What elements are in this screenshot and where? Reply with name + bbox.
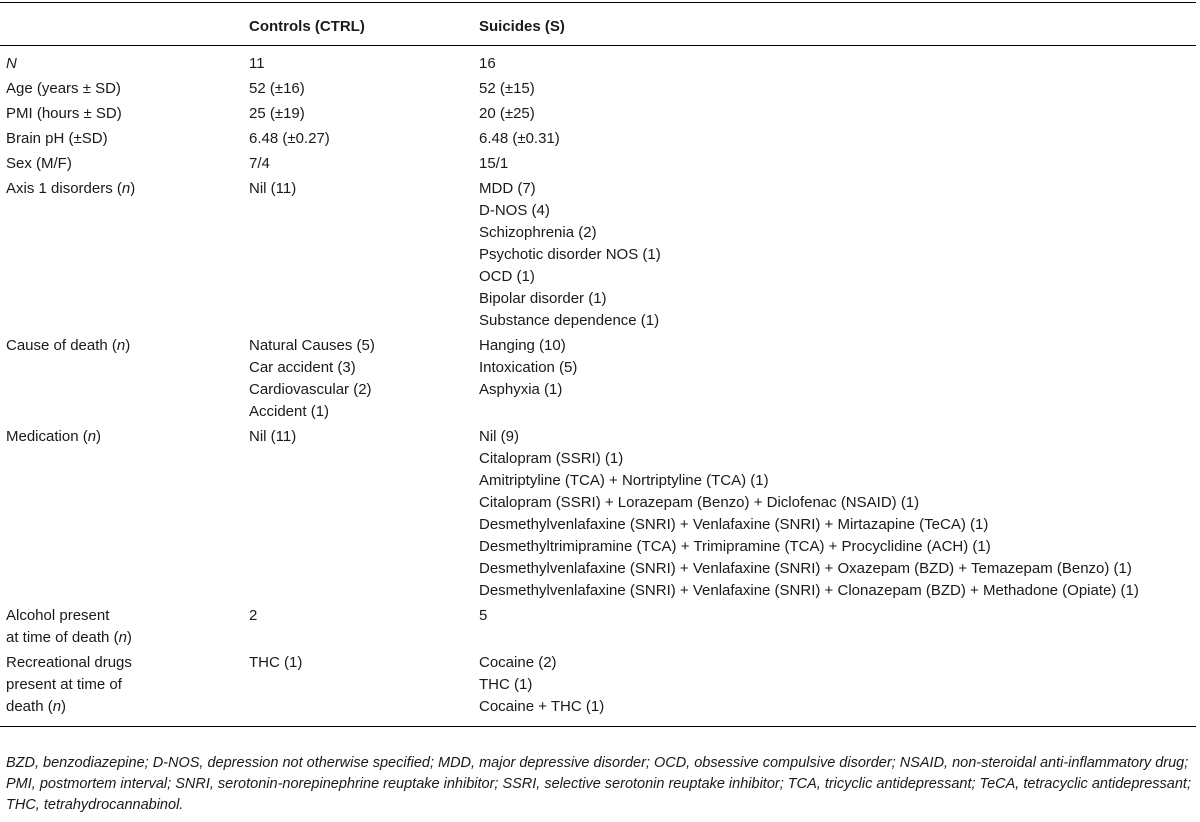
table-header-row xyxy=(0,3,1196,46)
row-label: Axis 1 disorders (n) xyxy=(6,180,136,197)
data-table-container xyxy=(0,2,1196,727)
table-row xyxy=(0,605,1196,652)
header-suicides: Suicides (S) xyxy=(473,3,1196,46)
suicides-value: Cocaine (2) THC (1) Cocaine + THC (1) xyxy=(479,654,605,715)
header-label-col xyxy=(0,3,243,46)
suicides-value: 5 xyxy=(479,607,488,624)
controls-value: 2 xyxy=(249,607,258,624)
row-label: Recreational drugs present at time of death (n) xyxy=(6,654,132,715)
controls-value: 6.48 (±0.27) xyxy=(249,130,330,147)
controls-value: 25 (±19) xyxy=(249,105,305,122)
table-row xyxy=(0,103,1196,128)
controls-value: 7/4 xyxy=(249,155,270,172)
suicides-value: Hanging (10) Intoxication (5) Asphyxia (1) xyxy=(479,337,578,398)
row-label: Cause of death (n) xyxy=(6,337,131,354)
table-body xyxy=(0,46,1196,727)
table-row xyxy=(0,335,1196,426)
controls-value: 52 (±16) xyxy=(249,80,305,97)
controls-value: Natural Causes (5) Car accident (3) Cardiovascular (2) Accident (1) xyxy=(249,337,375,420)
row-label: Alcohol present at time of death (n) xyxy=(6,607,132,646)
demographics-table xyxy=(0,2,1196,727)
row-label: Medication (n) xyxy=(6,428,102,445)
controls-value: 11 xyxy=(249,55,265,72)
controls-value: Nil (11) xyxy=(249,428,297,445)
suicides-value: Nil (9) Citalopram (SSRI) (1) Amitriptyline (TCA) + Nortriptyline (TCA) (1) Citalopram (SSRI) + Lorazepam (Benzo) + Diclofenac (NSAID) (1) Desmethylvenlafaxine (SNRI) + Venlafaxine (SNRI) + Mirtazapine (TeCA) (1) Desmethyltrimipramine (TCA) + Trimipramine (TCA) + Procyclidine (ACH) (1) Desmethylvenlafaxine (SNRI) + Venlafaxine (SNRI) + Oxazepam (BZD) + Temazepam (Benzo) (1) Desmethylvenlafaxine (SNRI) + Venlafaxine (SNRI) + Clonazepam (BZD) + Methadone (Opiate) (1) xyxy=(479,428,1139,599)
row-label: Brain pH (±SD) xyxy=(6,130,108,147)
table-row xyxy=(0,178,1196,335)
table-row xyxy=(0,652,1196,727)
suicides-value: 52 (±15) xyxy=(479,80,535,97)
suicides-value: 15/1 xyxy=(479,155,509,172)
suicides-value: 20 (±25) xyxy=(479,105,535,122)
row-label: N xyxy=(6,55,17,72)
row-label: PMI (hours ± SD) xyxy=(6,105,122,122)
controls-value: THC (1) xyxy=(249,654,303,671)
suicides-value: 6.48 (±0.31) xyxy=(479,130,560,147)
suicides-value: 16 xyxy=(479,55,496,72)
controls-value: Nil (11) xyxy=(249,180,297,197)
suicides-value: MDD (7) D-NOS (4) Schizophrenia (2) Psychotic disorder NOS (1) OCD (1) Bipolar disorder (1) Substance dependence (1) xyxy=(479,180,661,329)
table-row xyxy=(0,128,1196,153)
table-row xyxy=(0,46,1196,79)
row-label: Sex (M/F) xyxy=(6,155,72,172)
table-row xyxy=(0,78,1196,103)
header-controls: Controls (CTRL) xyxy=(243,3,473,46)
row-label: Age (years ± SD) xyxy=(6,80,121,97)
table-row xyxy=(0,153,1196,178)
table-row xyxy=(0,426,1196,605)
table-footnote: BZD, benzodiazepine; D-NOS, depression not otherwise specified; MDD, major depressive disorder; OCD, obsessive compulsive disorder; NSAID, non-steroidal anti-inflammatory drug; PMI, postmortem interval; SNRI, serotonin-norepinephrine reuptake inhibitor; SSRI, selective serotonin reuptake inhibitor; TCA, tricyclic antidepressant; TeCA, tetracyclic antidepressant; THC, tetrahydrocannabinol. xyxy=(6,755,1191,813)
